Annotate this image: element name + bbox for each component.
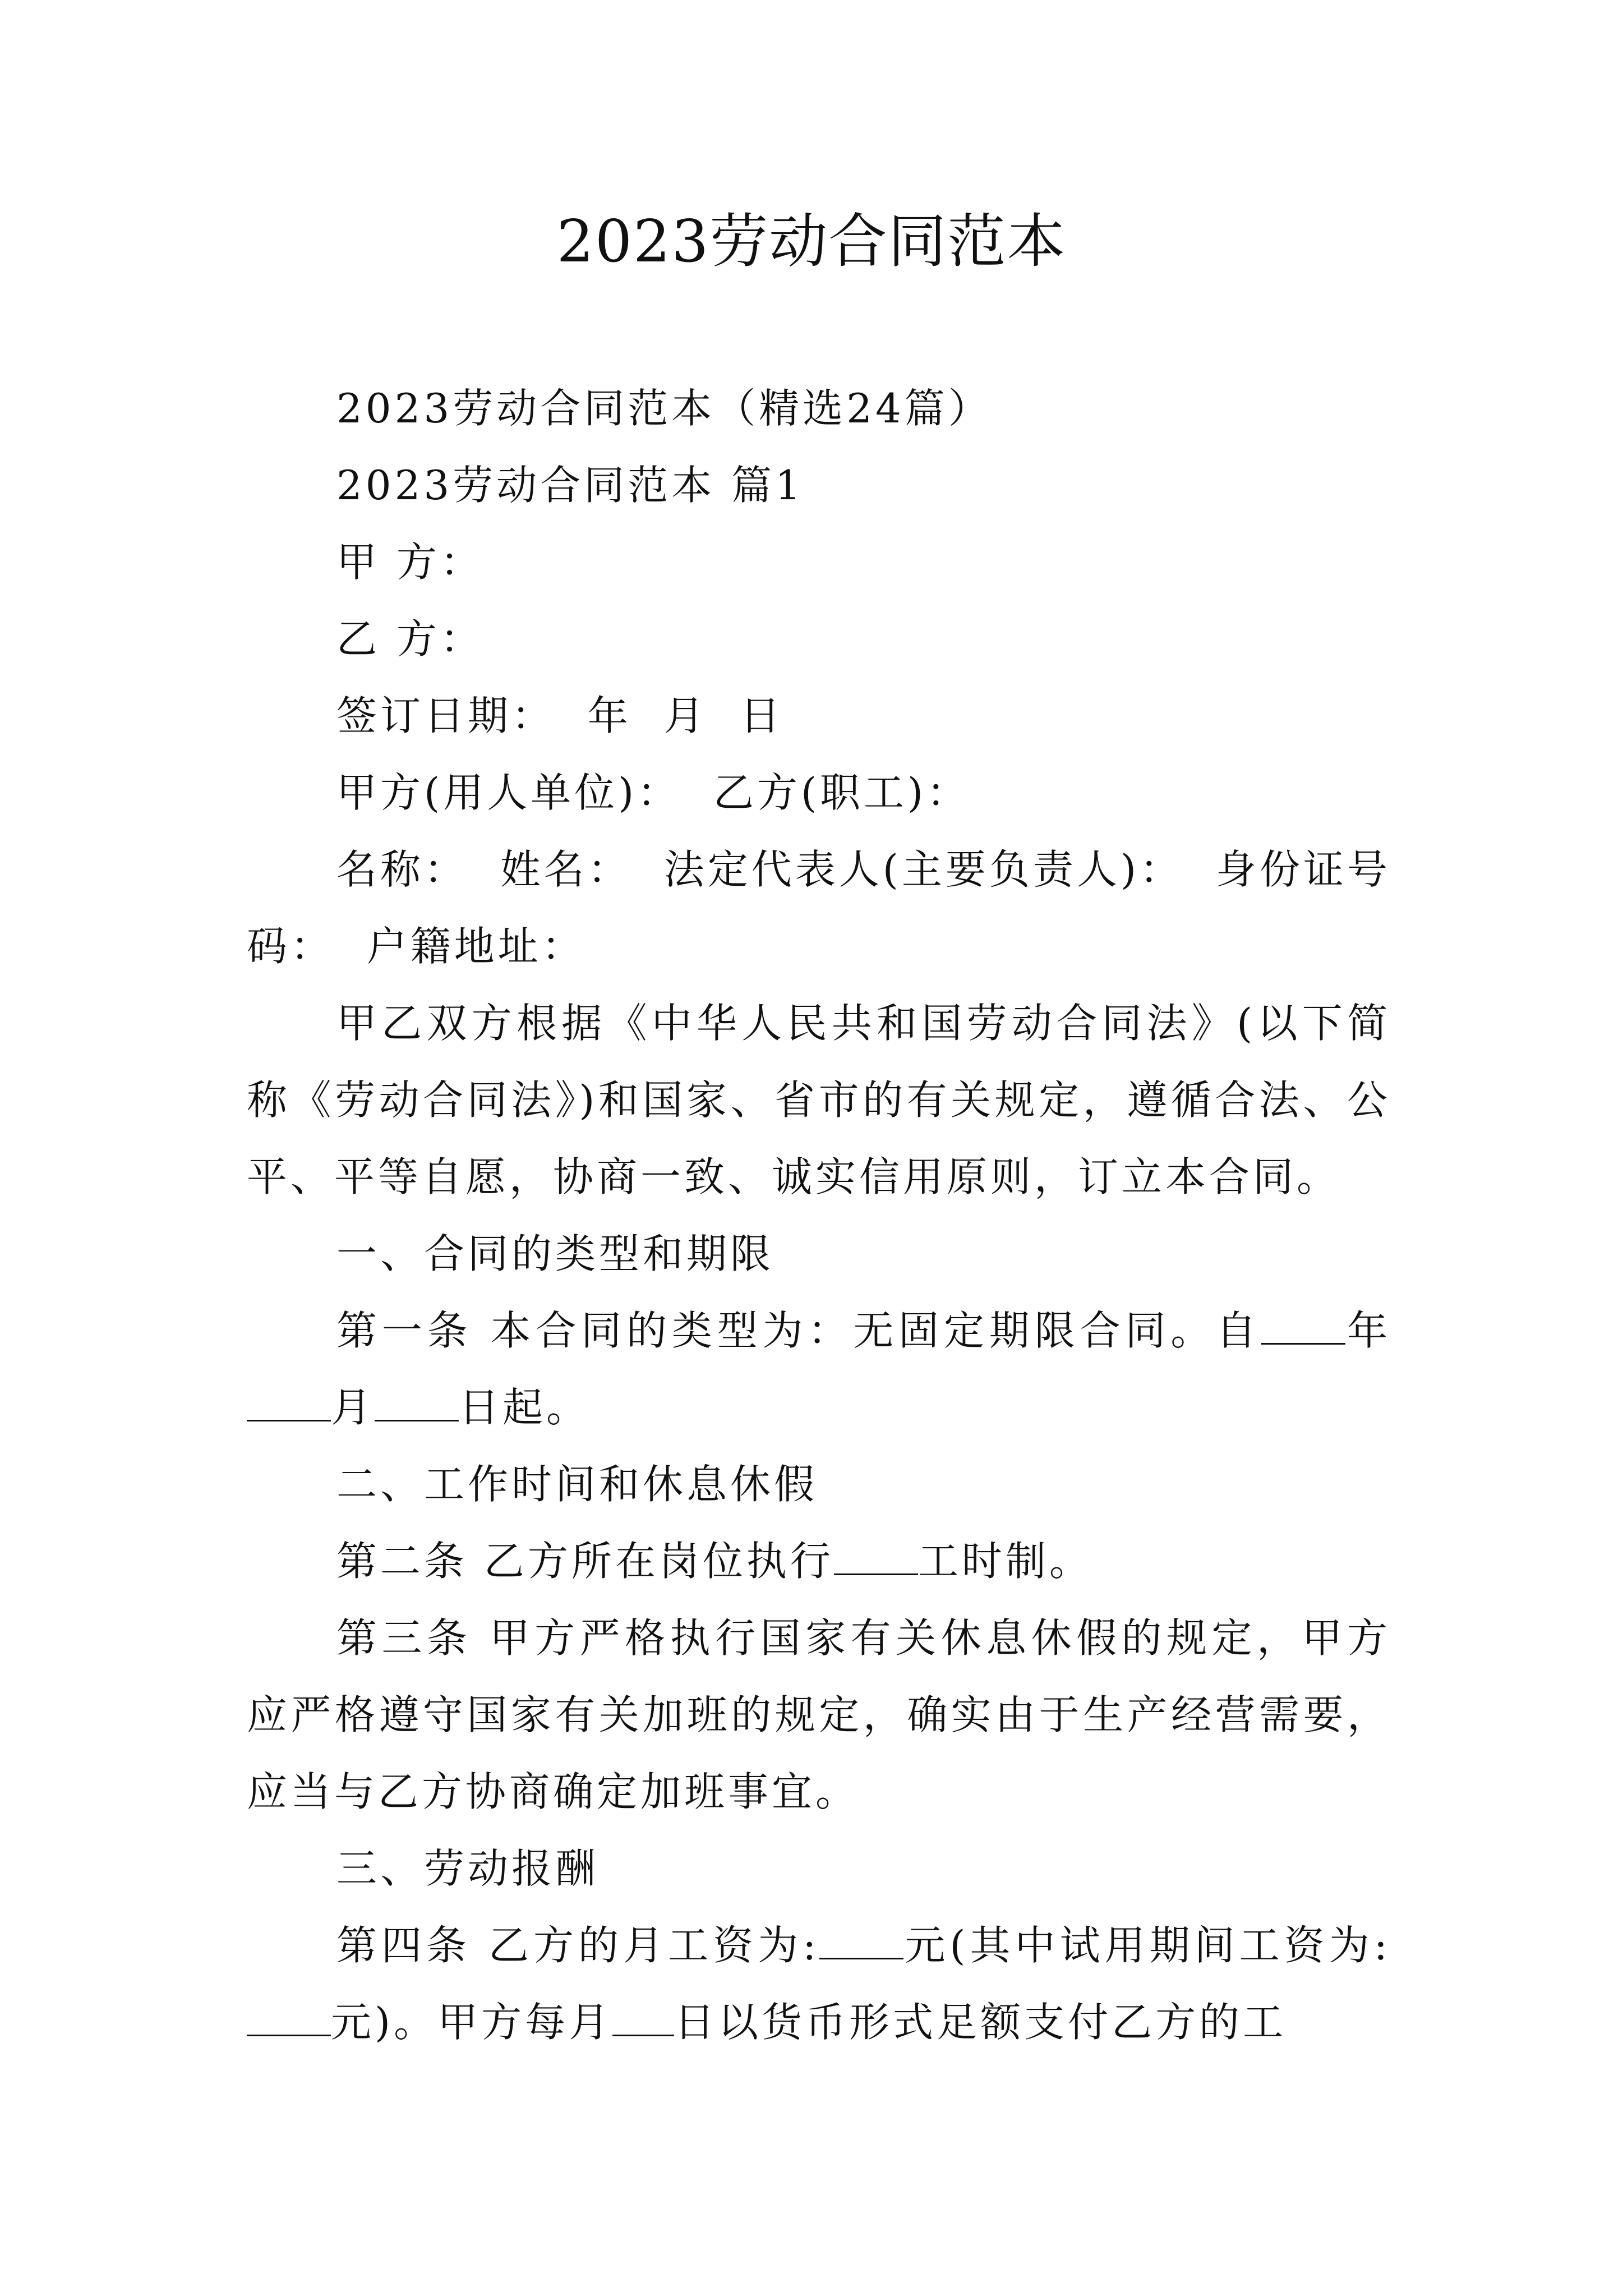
paragraph-sign-date: 签订日期： 年 月 日 <box>336 692 784 739</box>
article-1-text: 第一条 本合同的类型为：无固定期限合同。自 <box>336 1307 1262 1354</box>
article-3: 第三条 甲方严格执行国家有关休息休假的规定，甲方应严格遵守国家有关加班的规定，确实由于生产经营需要，应当与乙方协商确定加班事宜。 <box>247 1614 1391 1815</box>
day-label: 日起。 <box>459 1384 591 1431</box>
paragraph-subtitle: 2023劳动合同范本（精选24篇） <box>336 385 992 432</box>
section-heading-contract-type: 一、合同的类型和期限 <box>336 1230 774 1277</box>
article-1 <box>247 1292 1391 1446</box>
paragraph-party-a: 甲 方： <box>336 539 484 586</box>
day-blank <box>375 1386 459 1421</box>
article-4-part2: 元(其中试用期间工资为: <box>903 1922 1391 1969</box>
article-4-part3: 元)。甲方每月 <box>331 1999 613 2046</box>
paragraph-party-b: 乙 方： <box>336 615 484 662</box>
paragraph-party-details: 名称： 姓名： 法定代表人(主要负责人)： 身份证号码： 户籍地址： <box>247 846 1391 970</box>
article-2 <box>247 1523 1391 1600</box>
article-4-part1: 第四条 乙方的月工资为: <box>336 1922 820 1969</box>
paragraph-chapter-heading: 2023劳动合同范本 篇1 <box>336 462 804 509</box>
section-heading-remuneration: 三、劳动报酬 <box>336 1845 600 1892</box>
month-blank <box>247 1386 331 1421</box>
document-title: 2023劳动合同范本 <box>556 207 1067 275</box>
article-2-suffix: 工时制。 <box>917 1538 1093 1585</box>
monthly-wage-blank <box>819 1924 903 1959</box>
pay-day-blank <box>612 2001 674 2036</box>
paragraph-preamble: 甲乙双方根据《中华人民共和国劳动合同法》(以下简称《劳动合同法》)和国家、省市的有关规定，遵循合法、公平、平等自愿，协商一致、诚实信用原则，订立本合同。 <box>247 1000 1391 1200</box>
work-hours-blank <box>834 1540 918 1575</box>
year-label: 年 <box>1345 1307 1391 1354</box>
section-heading-work-hours: 二、工作时间和休息休假 <box>336 1461 818 1508</box>
article-2-text: 第二条 乙方所在岗位执行 <box>336 1538 834 1585</box>
article-4-part4: 日以货币形式足额支付乙方的工 <box>674 1999 1287 2046</box>
article-4 <box>247 1907 1391 2061</box>
paragraph-party-roles: 甲方(用人单位)： 乙方(职工)： <box>336 769 971 816</box>
document-body <box>247 370 1391 2061</box>
year-blank <box>1261 1309 1345 1345</box>
probation-wage-blank <box>247 2001 331 2036</box>
month-label: 月 <box>331 1384 375 1431</box>
